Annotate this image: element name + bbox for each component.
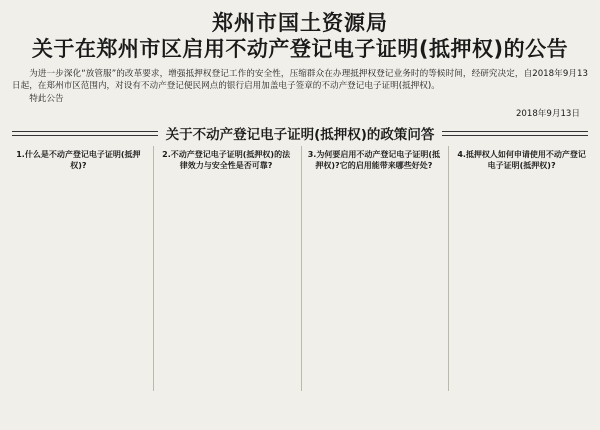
announcement-paragraph: 为进一步深化“放管服”的改革要求，增强抵押权登记工作的安全性，压缩群众在办理抵押权登记业务时的等候时间，经研究决定，自2018年9月13日起，在郑州市区范围内，对设有不动产登记便民网点的银行启用加盖电子签章的不动产登记电子证明(抵押权)。 xyxy=(12,69,588,92)
qa-column-4 xyxy=(448,146,588,391)
question-heading: 4.抵押权人如何申请使用不动产登记电子证明(抵押权)? xyxy=(457,150,586,171)
question-heading: 1.什么是不动产登记电子证明(抵押权)? xyxy=(16,150,141,171)
announcement-date: 2018年9月13日 xyxy=(515,109,580,120)
qa-section-title: 关于不动产登记电子证明(抵押权)的政策问答 xyxy=(165,127,435,144)
announcement-closing: 特此公告 xyxy=(29,93,64,104)
announcement-title: 关于在郑州市区启用不动产登记电子证明(抵押权)的公告 xyxy=(31,37,569,61)
qa-columns xyxy=(12,146,588,391)
qa-column-3 xyxy=(301,146,441,391)
question-heading: 3.为何要启用不动产登记电子证明(抵押权)?它的启用能带来哪些好处? xyxy=(307,150,440,171)
qa-column-1 xyxy=(12,146,145,391)
question-heading: 2.不动产登记电子证明(抵押权)的法律效力与安全性是否可靠? xyxy=(162,150,291,171)
announcement-body xyxy=(12,68,588,105)
section-rule-left xyxy=(12,131,158,136)
issuing-organization: 郑州市国土资源局 xyxy=(212,11,388,35)
qa-column-2 xyxy=(153,146,293,391)
qa-section-header xyxy=(12,123,588,143)
section-rule-right xyxy=(442,131,588,136)
